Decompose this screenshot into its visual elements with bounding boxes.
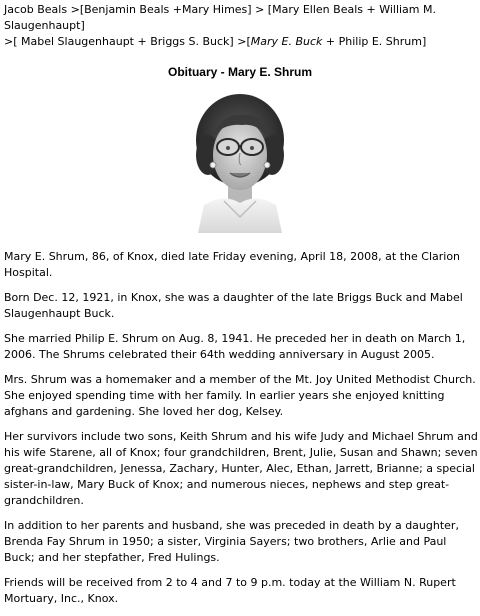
breadcrumb-separator: > — [67, 3, 80, 16]
breadcrumb-current-name: Mary E. Buck — [250, 35, 323, 48]
obituary-paragraph: Her survivors include two sons, Keith Shrum and his wife Judy and Michael Shrum and his wife Starene, all of Knox; four grandchildren, Brent, Julie, Susan and Shawn; seven great-grandchildren, Jenessa, Zachary, Hunter, Alec, Ethan, Jarrett, Brianne; a special sister-in-law, Mary Buck of Knox; and numerous nieces, nephews and step great-grandchildren. — [4, 430, 478, 507]
breadcrumb-current-suffix: + Philip E. Shrum] — [322, 35, 427, 48]
obituary-body — [4, 249, 478, 616]
breadcrumb-line-2 — [4, 34, 478, 50]
obituary-paragraph: Mary E. Shrum, 86, of Knox, died late Friday evening, April 18, 2008, at the Clarion Hospital. — [4, 250, 461, 279]
breadcrumb-link-mabel-slaugenhaupt[interactable]: [ Mabel Slaugenhaupt + Briggs S. Buck] — [13, 35, 234, 48]
breadcrumb-link-jacob-beals[interactable]: Jacob Beals — [4, 3, 68, 16]
breadcrumb-separator: > — [4, 35, 14, 48]
portrait-image — [194, 93, 286, 233]
breadcrumb-link-mary-ellen-beals[interactable]: [Mary Ellen Beals + William M. Slaugenhaupt] — [4, 3, 436, 32]
page-title: Obituary - Mary E. Shrum — [167, 65, 313, 79]
breadcrumb-separator: > — [233, 35, 247, 48]
obituary-paragraph: She married Philip E. Shrum on Aug. 8, 1941. He preceded her in death on March 1, 2006. The Shrums celebrated their 64th wedding anniversary in August 2005. — [4, 332, 466, 361]
obituary-paragraph: In addition to her parents and husband, she was preceded in death by a daughter, Brenda Fay Shrum in 1950; a sister, Virginia Sayers; two brothers, Arlie and Paul Buck; and her stepfather, Fred Hulings. — [4, 519, 459, 564]
breadcrumb-line-1 — [4, 2, 478, 34]
breadcrumb-separator: > — [251, 3, 268, 16]
breadcrumb-current — [246, 35, 426, 48]
portrait-photo — [194, 93, 286, 233]
breadcrumb — [4, 2, 478, 50]
obituary-paragraph: Mrs. Shrum was a homemaker and a member of the Mt. Joy United Methodist Church. She enjoyed spending time with her family. In earlier years she enjoyed knitting afghans and gardening. She loved her dog, Kelsey. — [4, 373, 476, 418]
obituary-paragraph: Friends will be received from 2 to 4 and 7 to 9 p.m. today at the William N. Rupert Mortuary, Inc., Knox. — [4, 576, 456, 605]
obituary-paragraph: Born Dec. 12, 1921, in Knox, she was a daughter of the late Briggs Buck and Mabel Slaugenhaupt Buck. — [4, 291, 463, 320]
breadcrumb-current-prefix: [ — [246, 35, 251, 48]
breadcrumb-link-benjamin-beals[interactable]: [Benjamin Beals +Mary Himes] — [79, 3, 252, 16]
